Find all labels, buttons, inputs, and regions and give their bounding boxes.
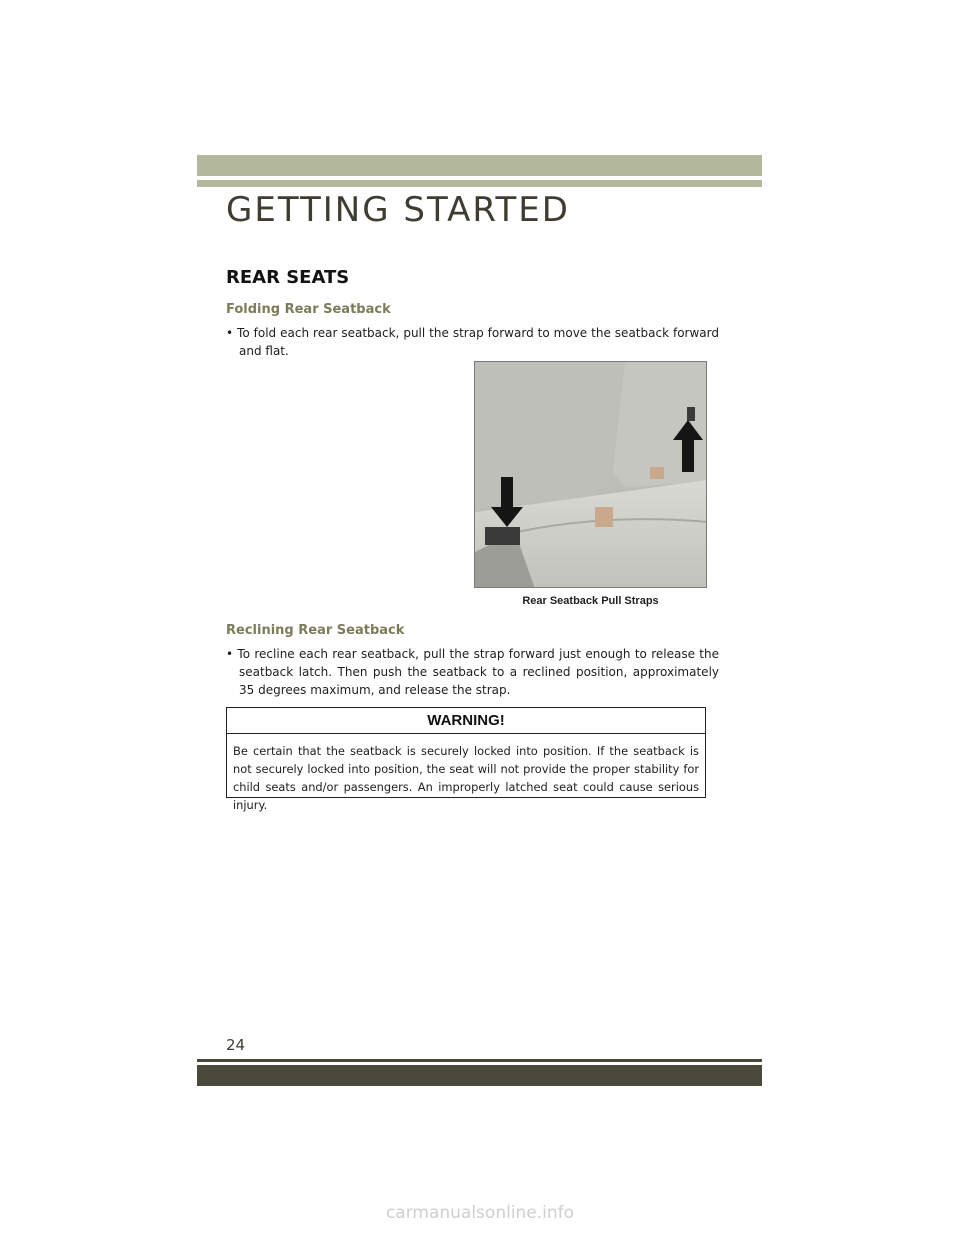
warning-box — [226, 707, 706, 812]
header-band — [197, 155, 762, 176]
figure-caption: Rear Seatback Pull Straps — [522, 595, 659, 607]
folding-bullet: • To fold each rear seatback, pull the strap forward to move the seatback forward and flat. — [226, 326, 719, 358]
warning-body: Be certain that the seatback is securely locked into position. If the seatback is not securely locked into position, the seat will not provide the proper stability for child seats and/or passengers. An improperly latched seat could cause serious injury. — [233, 744, 699, 812]
warning-title: WARNING! — [227, 708, 705, 734]
page-heading: REAR SEATS — [226, 267, 350, 288]
folding-subheading: Folding Rear Seatback — [226, 302, 391, 317]
rear-seat-photo — [474, 361, 707, 588]
watermark: carmanualsonline.info — [385, 1203, 575, 1223]
section-title: GETTING STARTED — [226, 190, 570, 230]
footer-band-thin — [197, 1059, 762, 1062]
header-band-thin — [197, 180, 762, 187]
footer-band — [197, 1065, 762, 1086]
reclining-bullet: • To recline each rear seatback, pull the strap forward just enough to release the seatback latch. Then push the seatback to a reclined position, approximately 35 degrees maximum, and release the strap. — [226, 647, 719, 697]
rear-seat-illustration — [475, 362, 707, 588]
reclining-subheading: Reclining Rear Seatback — [226, 623, 405, 638]
page-number: 24 — [226, 1036, 246, 1054]
